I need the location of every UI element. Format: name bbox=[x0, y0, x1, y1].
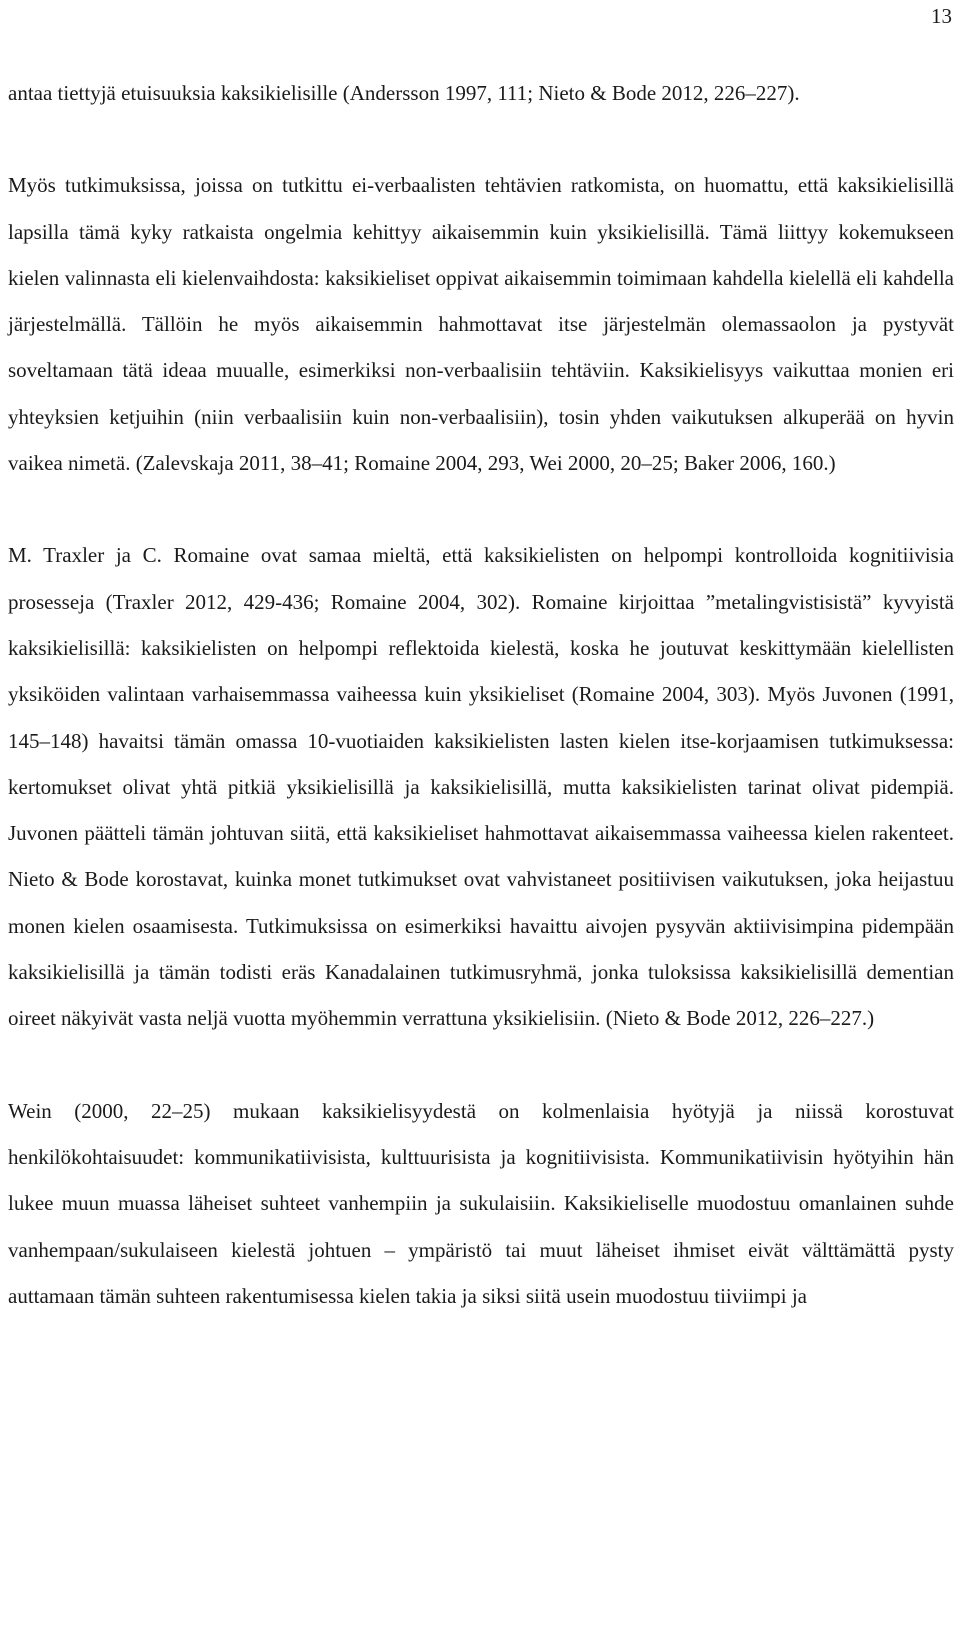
paragraph-spacer bbox=[8, 486, 954, 532]
paragraph-spacer bbox=[8, 116, 954, 162]
paragraph-cognitive-control: M. Traxler ja C. Romaine ovat samaa mieltä, että kaksikielisten on helpompi kontrolloida kognitiivisia prosesseja (Traxler 2012, 429-436; Romaine 2004, 302). Romaine kirjoittaa ”metalingvistisistä” kyvyistä kaksikielisillä: kaksikielisten on helpompi reflektoida kielestä, koska he joutuvat keskittymään kielellisten yksiköiden valintaan varhaisemmassa vaiheessa kuin yksikieliset (Romaine 2004, 303). Myös Juvonen (1991, 145–148) havaitsi tämän omassa 10-vuotiaiden kaksikielisten lasten kielen itse-korjaamisen tutkimuksessa: kertomukset olivat yhtä pitkiä yksikielisillä ja kaksikielisillä, mutta kaksikielisten tarinat olivat pidempiä. Juvonen päätteli tämän johtuvan siitä, että kaksikieliset hahmottavat aikaisemmassa vaiheessa kielen rakenteet. Nieto & Bode korostavat, kuinka monet tutkimukset ovat vahvistaneet positiivisen vaikutuksen, joka heijastuu monen kielen osaamisesta. Tutkimuksissa on esimerkiksi havaittu aivojen pysyvän aktiivisimpina pidempään kaksikielisillä ja tämän todisti eräs Kanadalainen tutkimusryhmä, jonka tuloksissa kaksikielisillä dementian oireet näkyivät vasta neljä vuotta myöhemmin verrattuna yksikielisiin. (Nieto & Bode 2012, 226–227.) bbox=[8, 543, 954, 1031]
paragraph-benefits: Wein (2000, 22–25) mukaan kaksikielisyydestä on kolmenlaisia hyötyjä ja niissä korostuvat henkilökohtaisuudet: kommunikatiivisista, kulttuurisista ja kognitiivisista. Kommunikatiivisin hyötyihin hän lukee muun muassa läheiset suhteet vanhempiin ja sukulaisiin. Kaksikieliselle muodostuu omanlainen suhde vanhempaan/sukulaiseen kielestä johtuen – ympäristö tai muut läheiset ihmiset eivät välttämättä pysty auttamaan tämän suhteen rakentumisessa kielen takia ja siksi siitä usein muodostuu tiiviimpi ja bbox=[8, 1098, 954, 1308]
page-number: 13 bbox=[931, 4, 952, 28]
paragraph-continuation: antaa tiettyjä etuisuuksia kaksikielisille (Andersson 1997, 111; Nieto & Bode 2012, 226–227). bbox=[8, 81, 800, 105]
document-body bbox=[8, 70, 954, 1319]
paragraph-spacer bbox=[8, 1042, 954, 1088]
paragraph-nonverbal-tasks: Myös tutkimuksissa, joissa on tutkittu ei-verbaalisten tehtävien ratkomista, on huomattu, että kaksikielisillä lapsilla tämä kyky ratkaista ongelmia kehittyy aikaisemmin kuin yksikielisillä. Tämä liittyy kokemukseen kielen valinnasta eli kielenvaihdosta: kaksikieliset oppivat aikaisemmin toimimaan kahdella kielellä eli kahdella järjestelmällä. Tällöin he myös aikaisemmin hahmottavat itse järjestelmän olemassaolon ja pystyvät soveltamaan tätä ideaa muualle, esimerkiksi non-verbaalisiin tehtäviin. Kaksikielisyys vaikuttaa monien eri yhteyksien ketjuihin (niin verbaalisiin kuin non-verbaalisiin), tosin yhden vaikutuksen alkuperää on hyvin vaikea nimetä. (Zalevskaja 2011, 38–41; Romaine 2004, 293, Wei 2000, 20–25; Baker 2006, 160.) bbox=[8, 173, 954, 476]
